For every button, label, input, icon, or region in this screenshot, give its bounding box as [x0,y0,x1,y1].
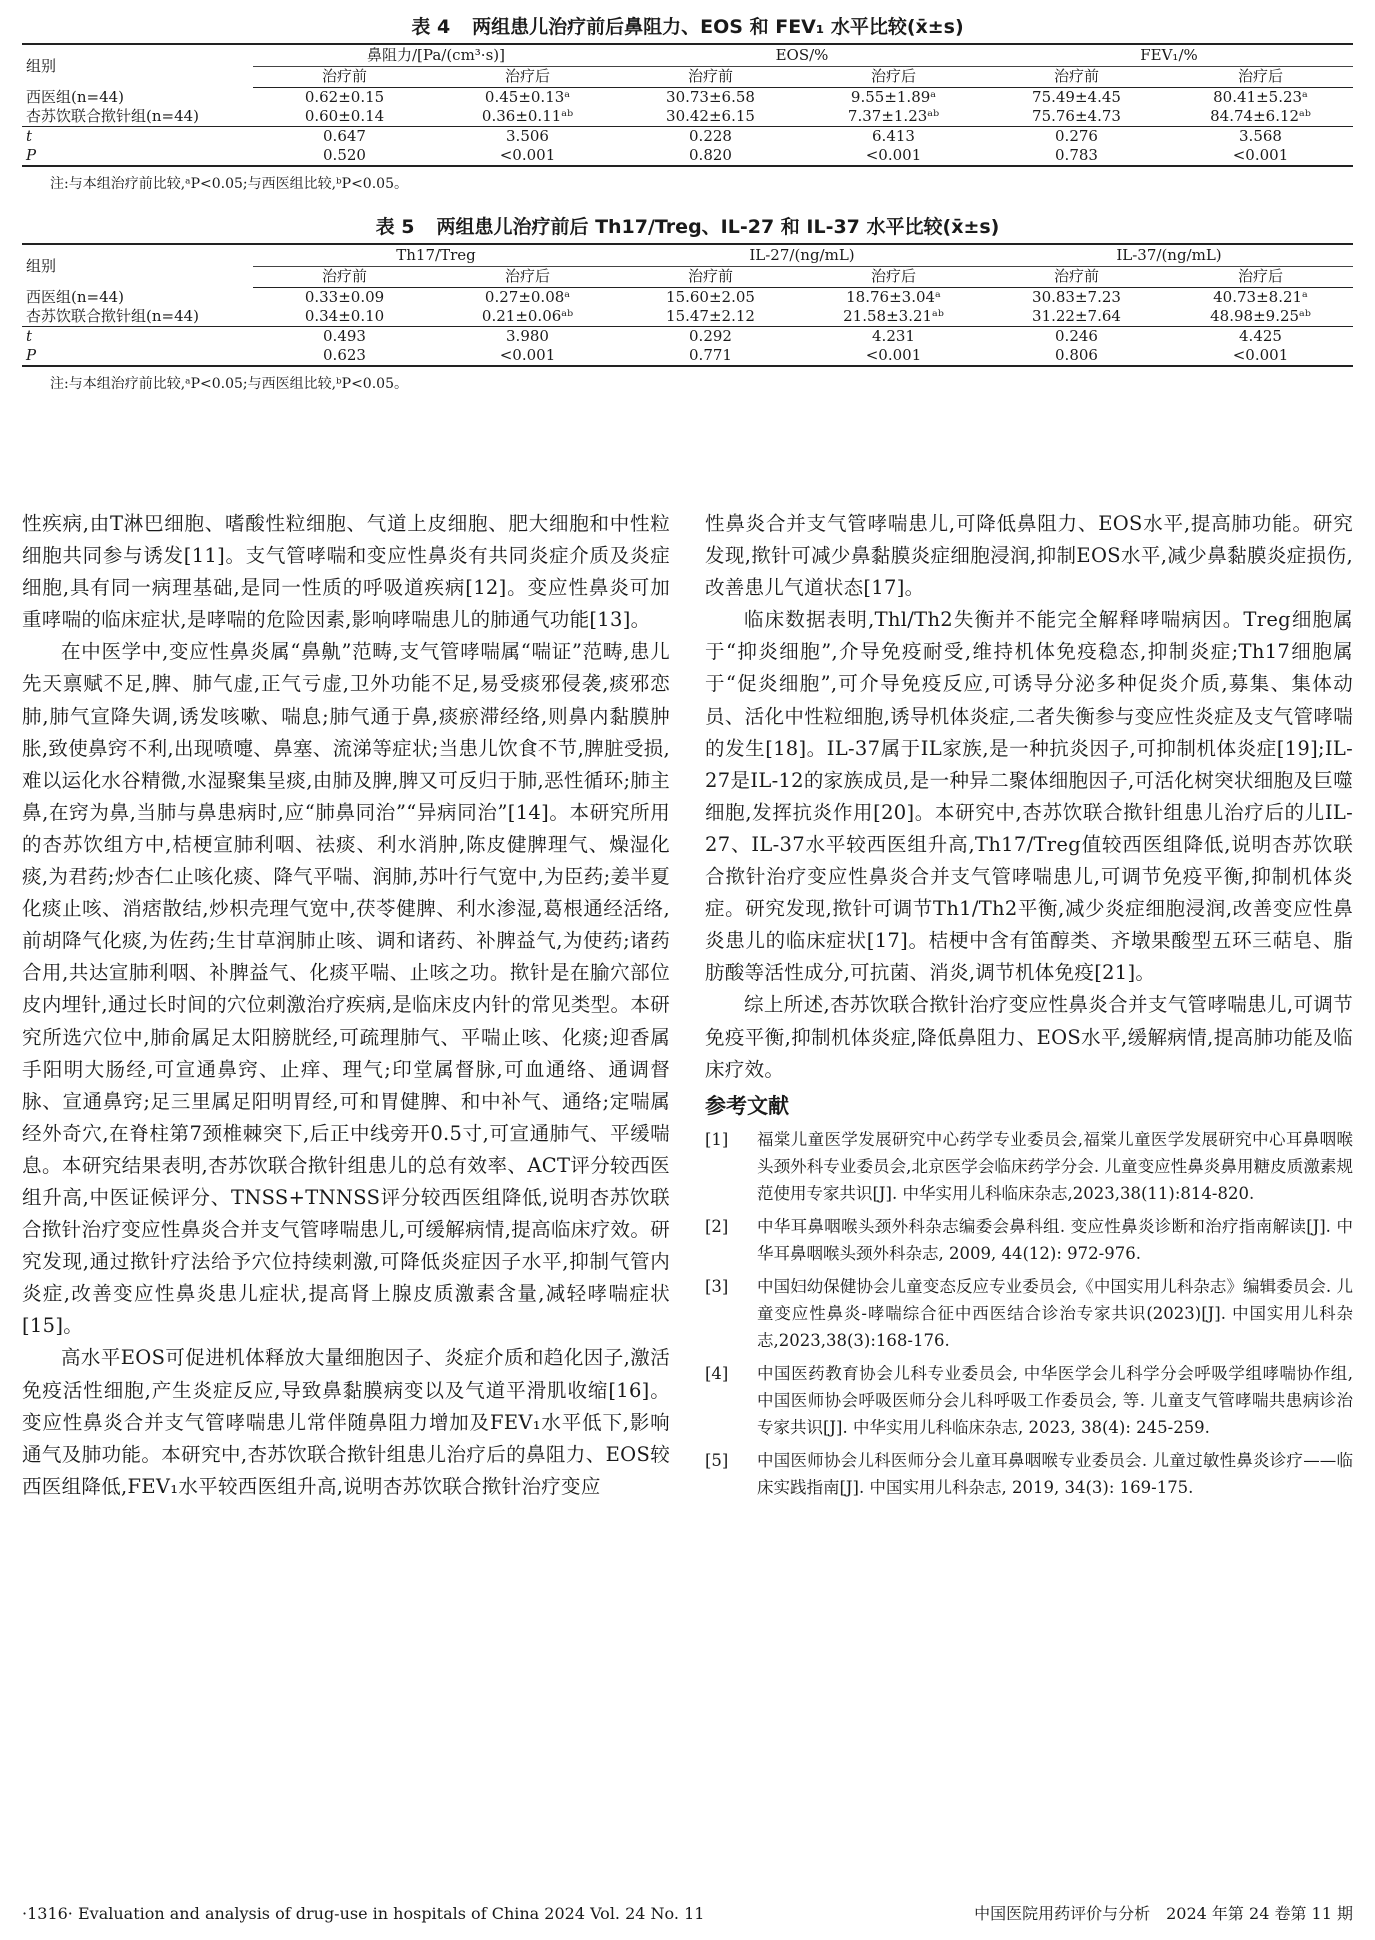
table-cell: 0.520 [253,146,436,166]
table-cell: 15.47±2.12 [666,307,755,325]
right-column [705,508,1353,1507]
body-paragraph: 性鼻炎合并支气管哮喘患儿,可降低鼻阻力、EOS水平,提高肺功能。研究发现,揿针可减少鼻黏膜炎症细胞浸润,抑制EOS水平,减少鼻黏膜炎症损伤,改善患儿气道状态[17]。 [705,512,1353,600]
table-cell: 0.34±0.10 [304,307,385,325]
table-cell: 40.73±8.21ᵃ [1213,288,1308,306]
table-cell: 21.58±3.21ᵃᵇ [843,307,944,325]
table-row [22,88,1353,108]
table-cell: 0.623 [253,346,436,366]
reference-item [705,1126,1353,1207]
table-5-title: 两组患儿治疗前后 Th17/Treg、IL-27 和 IL-37 水平比较(x̄±s) [436,216,1000,238]
t-label: t [26,327,33,345]
table-subheader: 治疗前 [253,267,436,288]
table-cell [22,127,253,147]
table-cell: <0.001 [1168,146,1353,166]
table-cell: 3.568 [1168,127,1353,147]
table-5-number: 表 5 [375,216,415,238]
table-4 [22,14,1353,194]
table-cell: 30.42±6.15 [666,107,755,125]
reference-text: 福棠儿童医学发展研究中心药学专业委员会,福棠儿童医学发展研究中心耳鼻咽喉头颈外科专业委员会,北京医学会临床药学分会. 儿童变应性鼻炎鼻用糖皮质激素规范使用专家共识[J]. 中华实用儿科临床杂志,2023,38(11):814-820. [757,1129,1353,1203]
table-cell: <0.001 [436,346,619,366]
references-list [705,1126,1353,1501]
body-paragraph: 性疾病,由T淋巴细胞、嗜酸性粒细胞、气道上皮细胞、肥大细胞和中性粒细胞共同参与诱发[11]。支气管哮喘和变应性鼻炎有共同炎症介质及炎症细胞,具有同一病理基础,是同一性质的呼吸道疾病[12]。变应性鼻炎可加重哮喘的临床症状,是哮喘的危险因素,影响哮喘患儿的肺通气功能[13]。 [22,512,670,632]
table-cell: 0.820 [619,146,802,166]
table-subheader: 治疗前 [985,67,1168,88]
table-cell: 75.76±4.73 [1032,107,1121,125]
table-cell: 0.36±0.11ᵃᵇ [481,107,574,125]
table-cell: <0.001 [436,146,619,166]
table-4-caption [22,14,1353,40]
table-cell: 30.83±7.23 [1032,288,1121,306]
reference-number: [2] [705,1216,729,1236]
reference-number: [3] [705,1276,729,1296]
table-cell: 0.493 [253,327,436,347]
table-row [22,346,1353,366]
table-4-grid [22,43,1353,167]
reference-text: 中国医师协会儿科医师分会儿童耳鼻咽喉专业委员会. 儿童过敏性鼻炎诊疗——临床实践指南[J]. 中国实用儿科杂志, 2019, 34(3): 169-175. [757,1450,1353,1497]
table-cell: 84.74±6.12ᵃᵇ [1210,107,1311,125]
footer-right: 中国医院用药评价与分析 2024 年第 24 卷第 11 期 [974,1904,1353,1923]
reference-item [705,1447,1353,1501]
table-subheader: 治疗前 [619,267,802,288]
table-cell: 0.783 [985,146,1168,166]
table-row [22,127,1353,147]
table-header-metric: 鼻阻力/[Pa/(cm³·s)] [253,44,619,67]
table-header-group: 组别 [22,44,253,88]
body-paragraph: 高水平EOS可促进机体释放大量细胞因子、炎症介质和趋化因子,激活免疫活性细胞,产生炎症反应,导致鼻黏膜病变以及气道平滑肌收缩[16]。变应性鼻炎合并支气管哮喘患儿常伴随鼻阻力增加及FEV₁水平低下,影响通气及肺功能。本研究中,杏苏饮联合揿针组患儿治疗后的鼻阻力、EOS较西医组降低,FEV₁水平较西医组升高,说明杏苏饮联合揿针治疗变应 [22,1346,670,1498]
table-4-title: 两组患儿治疗前后鼻阻力、EOS 和 FEV₁ 水平比较(x̄±s) [472,16,964,38]
table-cell: 18.76±3.04ᵃ [846,288,941,306]
table-cell: 0.276 [985,127,1168,147]
table-subheader: 治疗前 [619,67,802,88]
reference-text: 中国妇幼保健协会儿童变态反应专业委员会,《中国实用儿科杂志》编辑委员会. 儿童变应性鼻炎-哮喘综合征中西医结合诊治专家共识(2023)[J]. 中国实用儿科杂志,2023,38(3):168-176. [757,1276,1353,1350]
footer-left: ·1316· Evaluation and analysis of drug-use in hospitals of China 2024 Vol. 24 No. 11 [22,1904,705,1923]
table-cell: 80.41±5.23ᵃ [1213,88,1308,106]
t-label: t [26,127,33,145]
table-cell: <0.001 [802,146,985,166]
table-header-group: 组别 [22,244,253,288]
table-cell: 3.506 [436,127,619,147]
body-paragraph: 综上所述,杏苏饮联合揿针治疗变应性鼻炎合并支气管哮喘患儿,可调节免疫平衡,抑制机体炎症,降低鼻阻力、EOS水平,缓解病情,提高肺功能及临床疗效。 [705,993,1353,1081]
table-cell [22,327,253,347]
table-cell: 杏苏饮联合揿针组(n=44) [26,307,200,325]
table-cell: 0.246 [985,327,1168,347]
table-cell: 0.21±0.06ᵃᵇ [481,307,574,325]
reference-item [705,1213,1353,1267]
table-cell: 15.60±2.05 [666,288,755,306]
table-cell: 31.22±7.64 [1032,307,1121,325]
reference-item [705,1273,1353,1354]
reference-number: [1] [705,1129,729,1149]
table-5-note: 注:与本组治疗前比较,ᵃP<0.05;与西医组比较,ᵇP<0.05。 [50,376,408,392]
table-cell: 30.73±6.58 [666,88,755,106]
table-subheader: 治疗后 [1168,67,1353,88]
table-cell: 0.27±0.08ᵃ [484,288,571,306]
table-header-metric: Th17/Treg [253,244,619,267]
table-header-metric: EOS/% [619,44,985,67]
table-5-grid [22,243,1353,367]
body-paragraph: 临床数据表明,Thl/Th2失衡并不能完全解释哮喘病因。Treg细胞属于“抑炎细胞”,介导免疫耐受,维持机体免疫稳态,抑制炎症;Th17细胞属于“促炎细胞”,可介导免疫反应,可诱导分泌多种促炎介质,募集、集体动员、活化中性粒细胞,诱导机体炎症,二者失衡参与变应性炎症及支气管哮喘的发生[18]。IL-37属于IL家族,是一种抗炎因子,可抑制机体炎症[19];IL-27是IL-12的家族成员,是一种异二聚体细胞因子,可活化树突状细胞及巨噬细胞,发挥抗炎作用[20]。本研究中,杏苏饮联合揿针组患儿治疗后的儿IL-27、IL-37水平较西医组升高,Th17/Treg值较西医组降低,说明杏苏饮联合揿针治疗变应性鼻炎合并支气管哮喘患儿,可调节免疫平衡,抑制机体炎症。研究发现,揿针可调节Th1/Th2平衡,减少炎症细胞浸润,改善变应性鼻炎患儿的临床症状[17]。桔梗中含有笛醇类、齐墩果酸型五环三萜皂、脂肪酸等活性成分,可抗菌、消炎,调节机体免疫[21]。 [705,608,1353,985]
table-row [22,327,1353,347]
reference-text: 中国医药教育协会儿科专业委员会, 中华医学会儿科学分会呼吸学组哮喘协作组, 中国医师协会呼吸医师分会儿科呼吸工作委员会, 等. 儿童支气管哮喘共患病诊治专家共识[J]. 中华实用儿科临床杂志, 2023, 38(4): 245-259. [757,1363,1353,1437]
left-column [22,508,670,1507]
table-row [22,288,1353,308]
table-cell: 0.60±0.14 [304,107,385,125]
table-cell: 0.33±0.09 [304,288,385,306]
table-cell: <0.001 [1168,346,1353,366]
table-row [22,107,1353,127]
table-cell: 75.49±4.45 [1032,88,1121,106]
table-subheader: 治疗后 [436,67,619,88]
table-row [22,307,1353,327]
table-cell: <0.001 [802,346,985,366]
page-footer [22,1904,1353,1924]
table-4-note: 注:与本组治疗前比较,ᵃP<0.05;与西医组比较,ᵇP<0.05。 [50,176,408,192]
table-cell: 7.37±1.23ᵃᵇ [847,107,940,125]
table-cell: 西医组(n=44) [26,87,125,106]
table-subheader: 治疗后 [1168,267,1353,288]
table-cell: 西医组(n=44) [26,287,125,306]
table-cell: 0.806 [985,346,1168,366]
page [22,14,1353,394]
table-header-metric: IL-37/(ng/mL) [985,244,1353,267]
table-cell: 4.231 [802,327,985,347]
p-label: P [26,146,37,164]
table-cell: 3.980 [436,327,619,347]
table-cell: 4.425 [1168,327,1353,347]
reference-number: [5] [705,1450,729,1470]
table-subheader: 治疗后 [802,67,985,88]
table-cell: 0.647 [253,127,436,147]
table-cell [22,346,253,366]
references-heading: 参考文献 [705,1093,789,1118]
body-paragraph: 在中医学中,变应性鼻炎属“鼻鼽”范畴,支气管哮喘属“喘证”范畴,患儿先天禀赋不足,脾、肺气虚,正气亏虚,卫外功能不足,易受痰邪侵袭,痰邪恋肺,肺气宣降失调,诱发咳嗽、喘息;肺气通于鼻,痰瘀滞经络,则鼻内黏膜肿胀,致使鼻窍不利,出现喷嚏、鼻塞、流涕等症状;当患儿饮食不节,脾脏受损,难以运化水谷精微,水湿聚集呈痰,由肺及脾,脾又可反归于肺,恶性循环;肺主鼻,在窍为鼻,当肺与鼻患病时,应“肺鼻同治”“异病同治”[14]。本研究所用的杏苏饮组方中,桔梗宣肺利咽、祛痰、利水消肿,陈皮健脾理气、燥湿化痰,为君药;炒杏仁止咳化痰、降气平喘、润肺,苏叶行气宽中,为臣药;姜半夏化痰止咳、消痞散结,炒枳壳理气宽中,茯苓健脾、利水渗湿,葛根通经活络,前胡降气化痰,为佐药;生甘草润肺止咳、调和诸药、补脾益气,为使药;诸药合用,共达宣肺利咽、补脾益气、化痰平喘、止咳之功。揿针是在腧穴部位皮内埋针,通过长时间的穴位刺激治疗疾病,是临床皮内针的常见类型。本研究所选穴位中,肺俞属足太阳膀胱经,可疏理肺气、平喘止咳、化痰;迎香属手阳明大肠经,可宣通鼻窍、止痒、理气;印堂属督脉,可血通络、通调督脉、宣通鼻窍;足三里属足阳明胃经,可和胃健脾、和中补气、通络;定喘属经外奇穴,在脊柱第7颈椎棘突下,后正中线旁开0.5寸,可宣通肺气、平缓喘息。本研究结果表明,杏苏饮联合揿针组患儿的总有效率、ACT评分较西医组升高,中医证候评分、TNSS+TNNSS评分较西医组降低,说明杏苏饮联合揿针治疗变应性鼻炎合并支气管哮喘患儿,可缓解病情,提高临床疗效。研究发现,通过揿针疗法给予穴位持续刺激,可降低炎症因子水平,抑制气管内炎症,改善变应性鼻炎患儿症状,提高肾上腺皮质激素含量,减轻哮喘症状[15]。 [22,640,670,1338]
table-subheader: 治疗前 [985,267,1168,288]
table-subheader: 治疗后 [436,267,619,288]
reference-number: [4] [705,1363,729,1383]
table-cell: 0.62±0.15 [304,88,385,106]
table-cell [22,146,253,166]
body-columns [22,508,1353,1507]
reference-item [705,1360,1353,1441]
table-cell: 48.98±9.25ᵃᵇ [1210,307,1311,325]
table-subheader: 治疗后 [802,267,985,288]
table-cell: 杏苏饮联合揿针组(n=44) [26,107,200,125]
reference-text: 中华耳鼻咽喉头颈外科杂志编委会鼻科组. 变应性鼻炎诊断和治疗指南解读[J]. 中华耳鼻咽喉头颈外科杂志, 2009, 44(12): 972-976. [757,1216,1353,1263]
table-cell: 0.771 [619,346,802,366]
table-5-caption [22,214,1353,240]
table-cell: 0.45±0.13ᵃ [484,88,571,106]
table-cell: 0.292 [619,327,802,347]
table-row [22,146,1353,166]
table-cell: 6.413 [802,127,985,147]
table-header-metric: IL-27/(ng/mL) [619,244,985,267]
table-header-metric: FEV₁/% [985,44,1353,67]
table-cell: 0.228 [619,127,802,147]
p-label: P [26,346,37,364]
table-5 [22,214,1353,394]
table-cell: 9.55±1.89ᵃ [850,88,937,106]
table-4-number: 表 4 [411,16,451,38]
table-subheader: 治疗前 [253,67,436,88]
